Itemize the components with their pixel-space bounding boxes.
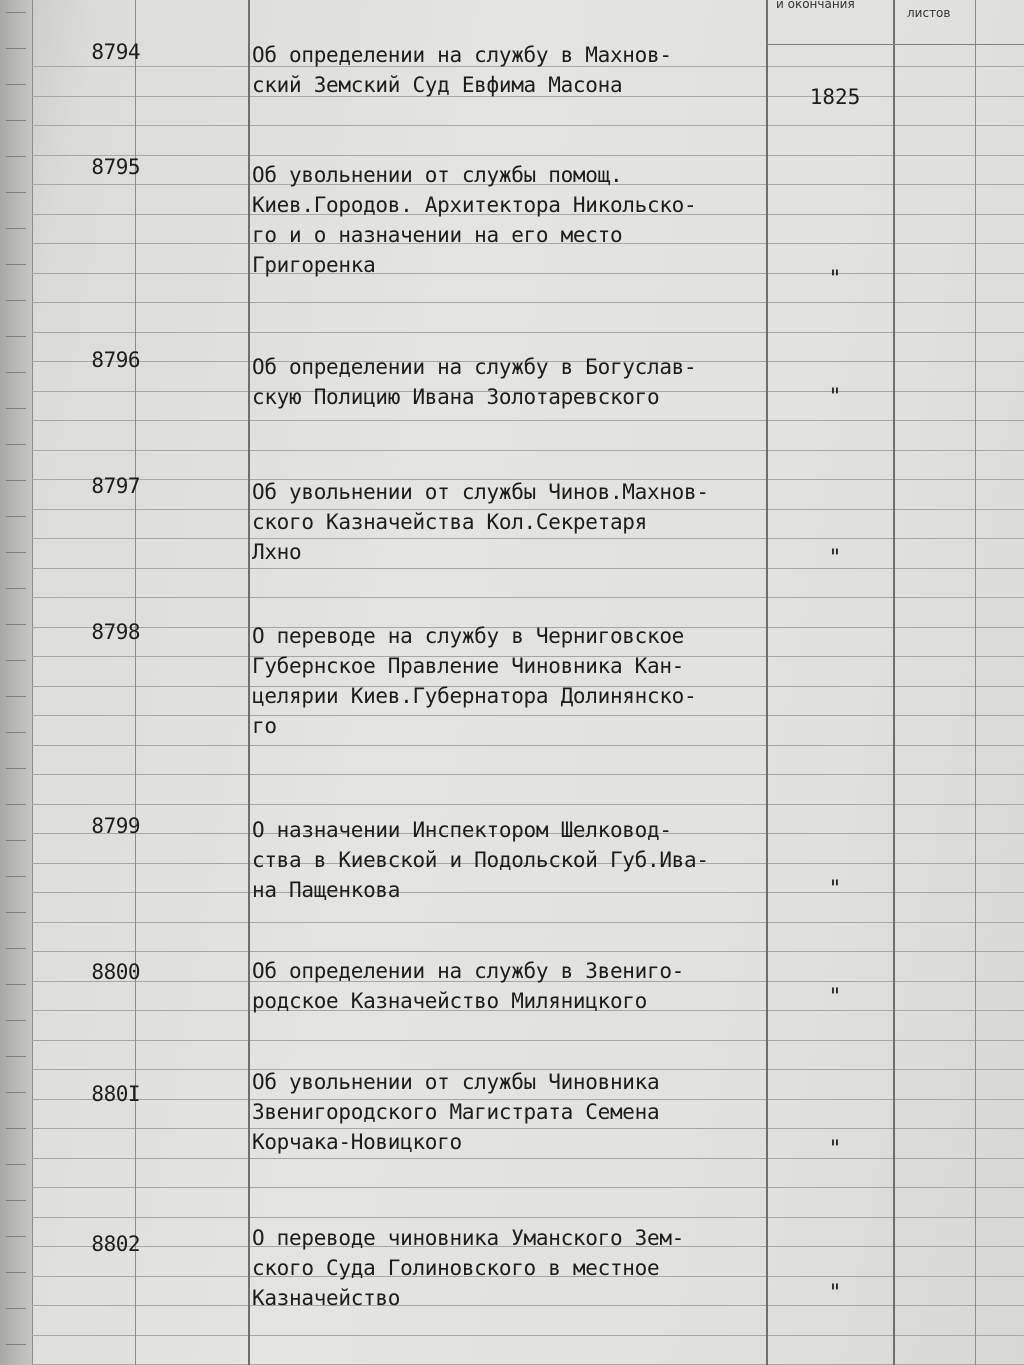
record-date: " xyxy=(828,384,842,408)
ruled-line xyxy=(32,332,1024,333)
binding-mark xyxy=(6,336,26,337)
record-number: 8796 xyxy=(91,348,140,372)
title-line: Корчака-Новицкого xyxy=(252,1130,462,1154)
record-number: 8798 xyxy=(91,620,140,644)
ruled-line xyxy=(32,155,1024,156)
record-number: 8802 xyxy=(91,1232,140,1256)
binding-mark xyxy=(6,660,26,661)
binding-mark xyxy=(6,912,26,913)
record-date: " xyxy=(828,266,842,290)
ruled-line xyxy=(32,1217,1024,1218)
title-line: О назначении Инспектором Шелковод- xyxy=(252,818,672,842)
binding-mark xyxy=(6,156,26,157)
record-date: 1825 xyxy=(809,85,861,109)
binding-mark xyxy=(6,372,26,373)
title-line: О переводе на службу в Черниговское xyxy=(252,624,685,648)
binding-mark xyxy=(6,804,26,805)
page-binding xyxy=(0,0,33,1365)
title-line: Григоренка xyxy=(252,253,376,277)
binding-mark xyxy=(6,192,26,193)
binding-mark xyxy=(6,84,26,85)
record-number: 880I xyxy=(91,1082,140,1106)
binding-mark xyxy=(6,840,26,841)
sheets-column-header: листов xyxy=(907,6,951,20)
record-title xyxy=(252,352,772,412)
ruled-line xyxy=(32,450,1024,451)
title-line: Казначейство xyxy=(252,1286,401,1310)
binding-mark xyxy=(6,1020,26,1021)
title-line: Об определении на службу в Махнов- xyxy=(252,43,672,67)
binding-mark xyxy=(6,588,26,589)
record-number: 8794 xyxy=(91,40,140,64)
binding-mark xyxy=(6,1344,26,1345)
binding-mark xyxy=(6,624,26,625)
title-line: ского Суда Голиновского в местное xyxy=(252,1256,660,1280)
record-title xyxy=(252,40,772,100)
title-line: О переводе чиновника Уманского Зем- xyxy=(252,1226,685,1250)
title-line: Губернское Правление Чиновника Кан- xyxy=(252,654,685,678)
ruled-line xyxy=(32,597,1024,598)
ruled-line xyxy=(32,420,1024,421)
title-line: Об определении на службу в Звениго- xyxy=(252,959,685,983)
binding-mark xyxy=(6,120,26,121)
ruled-line xyxy=(32,302,1024,303)
header-rule xyxy=(766,44,1024,45)
record-date: " xyxy=(828,876,842,900)
binding-mark xyxy=(6,1128,26,1129)
title-line: Киев.Городов. Архитектора Никольско- xyxy=(252,193,697,217)
ruled-line xyxy=(32,1335,1024,1336)
ruled-line xyxy=(32,125,1024,126)
record-date: " xyxy=(828,1136,842,1160)
binding-mark xyxy=(6,1200,26,1201)
title-line: ского Казначейства Кол.Секретаря xyxy=(252,510,647,534)
ruled-line xyxy=(32,804,1024,805)
ruled-line xyxy=(32,774,1024,775)
record-title xyxy=(252,477,772,567)
binding-mark xyxy=(6,408,26,409)
title-line: Об увольнении от службы Чиновника xyxy=(252,1070,660,1094)
title-line: го xyxy=(252,714,277,738)
binding-mark xyxy=(6,732,26,733)
record-title xyxy=(252,1067,772,1157)
title-line: на Пащенкова xyxy=(252,878,401,902)
title-line: целярии Киев.Губернатора Долинянско- xyxy=(252,684,697,708)
binding-mark xyxy=(6,1092,26,1093)
record-title xyxy=(252,160,772,280)
date-column-header: и окончания xyxy=(776,0,855,11)
record-title xyxy=(252,621,772,741)
title-line: го и о назначении на его место xyxy=(252,223,623,247)
ruled-line xyxy=(32,1187,1024,1188)
ruled-line xyxy=(32,951,1024,952)
column-line xyxy=(893,0,895,1365)
title-line: родское Казначейство Миляницкого xyxy=(252,989,647,1013)
binding-mark xyxy=(6,984,26,985)
binding-mark xyxy=(6,1236,26,1237)
binding-mark xyxy=(6,1308,26,1309)
binding-mark xyxy=(6,552,26,553)
binding-mark xyxy=(6,12,26,13)
record-date: " xyxy=(828,984,842,1008)
binding-mark xyxy=(6,1164,26,1165)
binding-mark xyxy=(6,444,26,445)
record-number: 8800 xyxy=(91,960,140,984)
binding-mark xyxy=(6,48,26,49)
title-line: ства в Киевской и Подольской Губ.Ива- xyxy=(252,848,709,872)
title-line: Об увольнении от службы помощ. xyxy=(252,163,623,187)
record-date: " xyxy=(828,545,842,569)
record-title xyxy=(252,1223,772,1313)
binding-mark xyxy=(6,1272,26,1273)
column-line xyxy=(975,0,976,1365)
column-line xyxy=(248,0,250,1365)
record-number: 8799 xyxy=(91,814,140,838)
record-number: 8797 xyxy=(91,474,140,498)
binding-mark xyxy=(6,516,26,517)
binding-mark xyxy=(6,696,26,697)
binding-mark xyxy=(6,876,26,877)
ruled-line xyxy=(32,1040,1024,1041)
binding-mark xyxy=(6,480,26,481)
title-line: Об увольнении от службы Чинов.Махнов- xyxy=(252,480,709,504)
ruled-line xyxy=(32,922,1024,923)
binding-mark xyxy=(6,768,26,769)
record-number: 8795 xyxy=(91,155,140,179)
title-line: ский Земский Суд Евфима Масона xyxy=(252,73,623,97)
binding-mark xyxy=(6,948,26,949)
binding-mark xyxy=(6,228,26,229)
record-date: " xyxy=(828,1280,842,1304)
title-line: Лхно xyxy=(252,540,302,564)
column-line xyxy=(135,0,136,1365)
title-line: Об определении на службу в Богуслав- xyxy=(252,355,697,379)
record-title xyxy=(252,815,772,905)
binding-mark xyxy=(6,300,26,301)
title-line: Звенигородского Магистрата Семена xyxy=(252,1100,660,1124)
title-line: скую Полицию Ивана Золотаревского xyxy=(252,385,660,409)
binding-mark xyxy=(6,1056,26,1057)
record-title xyxy=(252,956,772,1016)
ruled-line xyxy=(32,745,1024,746)
binding-mark xyxy=(6,264,26,265)
